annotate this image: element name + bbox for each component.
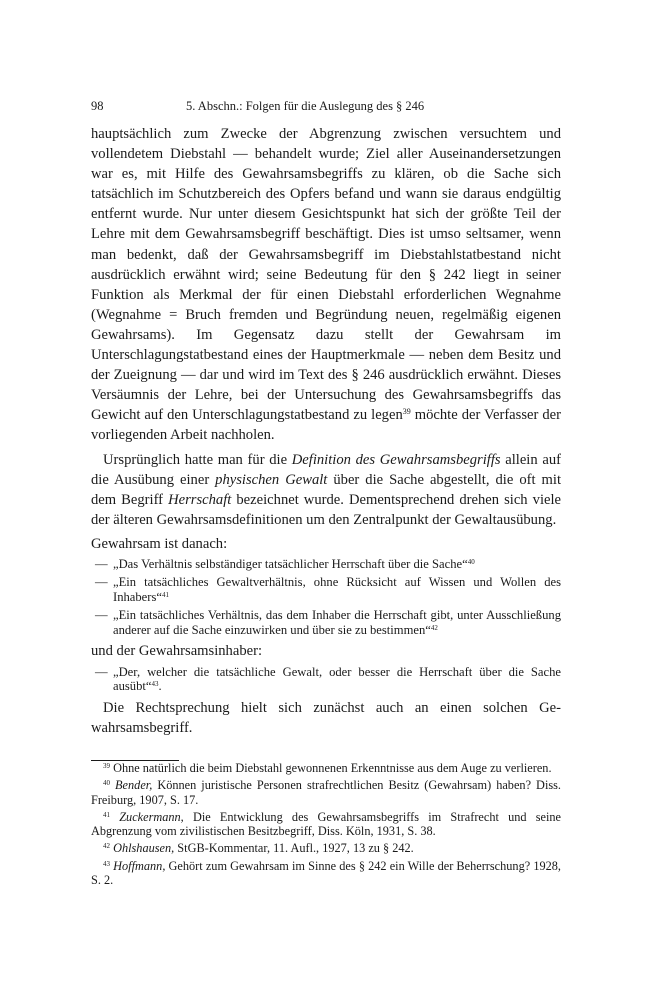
emphasis: Definition des Gewahrsamsbegriffs xyxy=(291,451,501,468)
paragraph-3: Gewahrsam ist danach: xyxy=(91,535,228,552)
dash-bullet: — xyxy=(95,556,108,571)
emphasis: physischen Gewalt xyxy=(215,471,328,488)
footnote-number: 42 xyxy=(103,842,110,851)
quote-item: — „Ein tatsächliches Verhältnis, das dem Inhaber die Herrschaft gibt, unter Ausschließung anderer auf die Sache einzuwirken und über sie zu bestimmen“$^{42}$ xyxy=(95,608,561,637)
footnote-number: 39 xyxy=(103,762,110,770)
owner-quote-list xyxy=(91,665,561,694)
quote-item: — „Das Verhältnis selbständiger tatsächlicher Herrschaft über die Sache“$^{40}$ xyxy=(95,556,475,571)
footnote-39: $^{39}$ Ohne natürlich die beim Diebstahl gewonnenen Erkenntnisse aus dem Auge zu verlieren. xyxy=(103,761,552,775)
footnotes xyxy=(91,761,561,890)
dash-bullet: — xyxy=(95,608,108,623)
definition-quote-list xyxy=(91,557,561,638)
footnote-42: $^{42}$ Ohlshausen, StGB-Kommentar, 11. Aufl., 1927, 13 zu § 242. xyxy=(103,841,414,856)
dash-bullet: — xyxy=(95,575,108,590)
dash-bullet: — xyxy=(95,664,108,679)
running-title: 5. Abschn.: Folgen für die Auslegung des § 246 xyxy=(186,99,425,113)
quote-item: — „Ein tatsächliches Gewaltverhältnis, ohne Rücksicht auf Wissen und Wollen des Inhabers“$^{41}$ xyxy=(95,575,561,604)
footnote-ref-41[interactable]: 41 xyxy=(161,590,169,599)
paragraph-4: und der Gewahrsamsinhaber: xyxy=(91,643,263,660)
footnote-ref-39[interactable]: 39 xyxy=(402,407,411,417)
footnote-number: 40 xyxy=(103,779,110,788)
author-name: Zuckermann, xyxy=(119,809,184,824)
quote-item: — „Der, welcher die tatsächliche Gewalt, oder besser die Herrschaft über die Sache ausübt“$^{43}$. xyxy=(95,664,561,694)
footnote-43: $^{43}$ Hoffmann, Gehört zum Gewahrsam im Sinne des § 242 ein Wille der Beherrschung? 1928, S. 2. xyxy=(91,858,561,888)
footnote-ref-43[interactable]: 43 xyxy=(151,680,159,689)
footnote-ref-42[interactable]: 42 xyxy=(430,623,438,632)
footnote-40: $^{40}$ Bender, Können juristische Personen strafrechtlichen Besitz (Gewahrsam) haben? Diss. Freiburg, 1907, S. 17. xyxy=(91,778,561,807)
footnote-number: 43 xyxy=(103,859,110,868)
main-text xyxy=(91,124,561,738)
footnote-number: 41 xyxy=(103,810,110,819)
footnote-ref-40[interactable]: 40 xyxy=(467,557,475,566)
paragraph-2: Ursprünglich hatte man für die Definition des Gewahrsamsbegriffs allein auf die Ausübung einer physischen Gewalt über die Sache abgestellt, die oft mit dem Begriff Herrschaft bezeichnet wurde. Dementsprechend drehen sich viele der älteren Gewahrsamsdefinitionen um den Zentralpunkt der Gewaltausübung. xyxy=(91,451,562,528)
author-name: Ohlshausen, xyxy=(113,841,175,856)
emphasis: Herrschaft xyxy=(168,491,232,508)
author-name: Hoffmann, xyxy=(113,858,166,873)
author-name: Bender, xyxy=(115,778,153,793)
paragraph-5: Die Rechtsprechung hielt sich zunächst auch an einen solchen Gewahrsamsbegriff. xyxy=(91,699,561,736)
paragraph-1: hauptsächlich zum Zwecke der Abgrenzung zwischen versuchtem und vollendetem Diebstahl — behandelt wurde; Ziel aller Auseinandersetzungen war es, mit Hilfe des Gewahrsamsbegriffs zu klären, ob die Sache sich tatsächlich im Schutzbereich des Opfers befand und wann sie daraus endgültig entfernt wurde. Nur unter diesem Gesichtspunkt hat sich der größte Teil der Lehre mit dem Gewahrsamsbegriff beschäftigt. Dies ist umso seltsamer, wenn man bedenkt, daß der Gewahrsamsbegriff im Diebstahlstatbestand nicht ausdrücklich erwähnt wird; seine Bedeutung für den § 242 liegt in seiner Funktion als Merkmal der für einen Diebstahl erforderlichen Wegnahme (Wegnahme = Bruch fremden und Begründung neuen, regelmäßig eigenen Gewahrsams). Im Gegensatz dazu stellt der Gewahrsam im Unterschlagungstatbestand eines der Hauptmerkmale — neben dem Besitz und der Zueignung — dar und wird im Text des § 246 ausdrücklich erwähnt. Dieses Versäumnis der Lehre, bei der Untersuchung des Gewahrsamsbegriffs das Gewicht auf den Unterschlagungstatbestand zu legen$^{39}$ möchte der Verfasser der vorliegenden Arbeit nachholen. xyxy=(91,126,561,444)
page-number: 98 xyxy=(91,99,104,113)
footnote-41: $^{41}$ Zuckermann, Die Entwicklung des Gewahrsamsbegriffs im Strafrecht und seine Abgrenzung vom zivilistischen Besitzbegriff, Diss. Köln, 1931, S. 38. xyxy=(91,809,561,839)
